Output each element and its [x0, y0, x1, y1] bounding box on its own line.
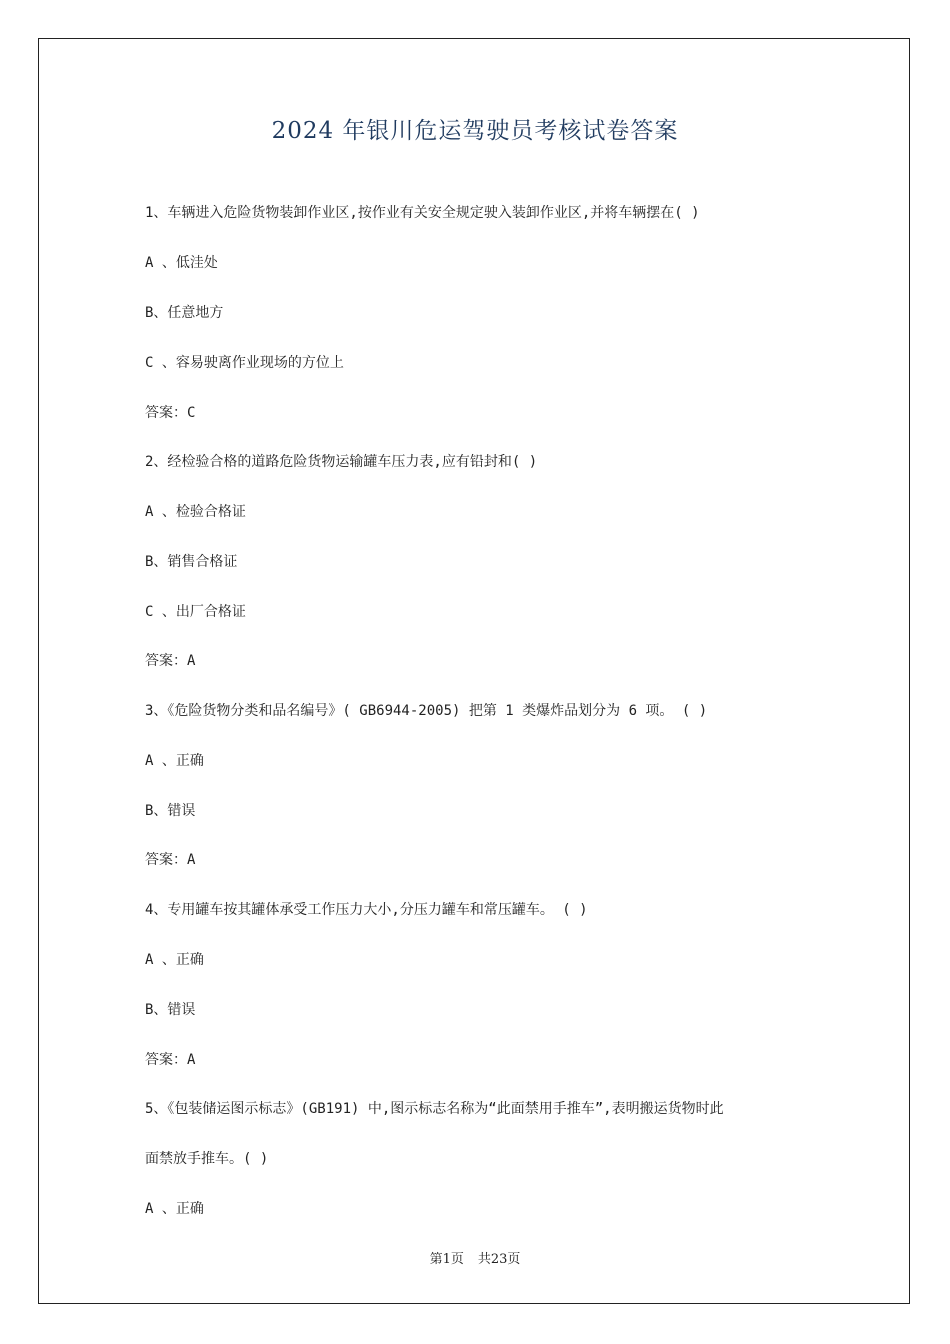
q1-answer: 答案：C: [145, 405, 196, 421]
q5-option-a: A 、正确: [145, 1201, 204, 1217]
page-total: 共23页: [477, 1252, 521, 1267]
q2-option-a: A 、检验合格证: [145, 504, 246, 520]
question-4: 4、专用罐车按其罐体承受工作压力大小,分压力罐车和常压罐车。 ( ): [145, 902, 588, 918]
question-1: 1、车辆进入危险货物装卸作业区,按作业有关安全规定驶入装卸作业区,并将车辆摆在( ): [145, 205, 700, 221]
q1-option-a: A 、低洼处: [145, 255, 218, 271]
q1-option-b: B、任意地方: [145, 305, 224, 321]
q2-option-b: B、销售合格证: [145, 554, 238, 570]
q2-option-c: C 、出厂合格证: [145, 604, 246, 620]
q3-option-a: A 、正确: [145, 753, 204, 769]
page-footer: [0, 1248, 950, 1267]
question-5: 5、《包装储运图示标志》(GB191) 中,图示标志名称为“此面禁用手推车”,表明搬运货物时此: [145, 1101, 724, 1117]
question-3: 3、《危险货物分类和品名编号》( GB6944-2005) 把第 1 类爆炸品划分为 6 项。 ( ): [145, 703, 708, 719]
page-number: 第1页: [429, 1252, 464, 1267]
q4-option-a: A 、正确: [145, 952, 204, 968]
q4-answer: 答案：A: [145, 1052, 196, 1068]
question-5-continued: 面禁放手推车。( ): [145, 1151, 269, 1167]
q4-option-b: B、错误: [145, 1002, 196, 1018]
q3-option-b: B、错误: [145, 803, 196, 819]
question-2: 2、经检验合格的道路危险货物运输罐车压力表,应有铅封和( ): [145, 454, 538, 470]
q1-option-c: C 、容易驶离作业现场的方位上: [145, 355, 344, 371]
q3-answer: 答案：A: [145, 852, 196, 868]
document-title: 2024 年银川危运驾驶员考核试卷答案: [271, 118, 679, 144]
q2-answer: 答案：A: [145, 653, 196, 669]
